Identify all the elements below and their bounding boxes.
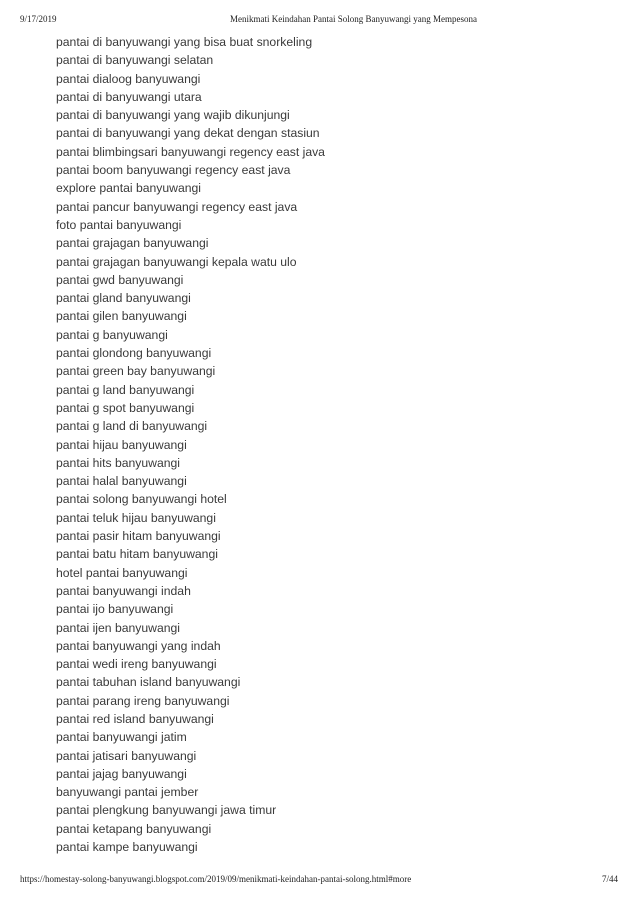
list-item: pantai batu hitam banyuwangi bbox=[56, 547, 218, 562]
list-item: pantai di banyuwangi selatan bbox=[56, 53, 214, 68]
page-title: Menikmati Keindahan Pantai Solong Banyuwangi yang Mempesona bbox=[230, 14, 477, 24]
list-item: pantai tabuhan island banyuwangi bbox=[56, 675, 241, 690]
page-number: 7/44 bbox=[601, 874, 618, 884]
list-item: pantai grajagan banyuwangi bbox=[56, 236, 209, 251]
list-item: pantai di banyuwangi yang bisa buat snorkeling bbox=[56, 35, 313, 49]
list-item: pantai hits banyuwangi bbox=[56, 455, 180, 470]
list-item: pantai di banyuwangi yang dekat dengan stasiun bbox=[56, 126, 320, 141]
list-item: pantai g spot banyuwangi bbox=[56, 400, 195, 415]
list-item: pantai dialoog banyuwangi bbox=[56, 71, 201, 86]
list-item: pantai g land banyuwangi bbox=[56, 382, 195, 397]
list-item: pantai blimbingsari banyuwangi regency east java bbox=[56, 144, 325, 159]
list-item: pantai teluk hijau banyuwangi bbox=[56, 510, 216, 525]
keyword-list bbox=[56, 33, 618, 856]
list-item: pantai glondong banyuwangi bbox=[56, 346, 212, 361]
list-item: pantai halal banyuwangi bbox=[56, 474, 187, 489]
list-item: pantai banyuwangi jatim bbox=[56, 730, 187, 745]
list-item: pantai red island banyuwangi bbox=[56, 711, 214, 726]
list-item: banyuwangi pantai jember bbox=[56, 785, 199, 800]
list-item: pantai banyuwangi yang indah bbox=[56, 638, 221, 653]
list-item: pantai g land di banyuwangi bbox=[56, 419, 208, 434]
list-item: pantai di banyuwangi utara bbox=[56, 89, 202, 104]
list-item: pantai ijen banyuwangi bbox=[56, 620, 180, 635]
list-item: pantai kampe banyuwangi bbox=[56, 840, 198, 855]
list-item: foto pantai banyuwangi bbox=[56, 217, 182, 232]
list-item: pantai parang ireng banyuwangi bbox=[56, 693, 230, 708]
list-item: pantai solong banyuwangi hotel bbox=[56, 492, 227, 507]
print-header bbox=[20, 14, 618, 26]
list-item: pantai di banyuwangi yang wajib dikunjungi bbox=[56, 108, 290, 123]
print-footer bbox=[20, 874, 618, 886]
list-item: explore pantai banyuwangi bbox=[56, 181, 202, 196]
list-item: pantai banyuwangi indah bbox=[56, 583, 191, 598]
list-item: hotel pantai banyuwangi bbox=[56, 565, 188, 580]
list-item: pantai g banyuwangi bbox=[56, 327, 168, 342]
page-url: https://homestay-solong-banyuwangi.blogspot.com/2019/09/menikmati-keindahan-pantai-solong.html#more bbox=[20, 874, 412, 884]
list-item: pantai pasir hitam banyuwangi bbox=[56, 529, 221, 544]
list-item: pantai ijo banyuwangi bbox=[56, 602, 174, 617]
list-item: pantai gland banyuwangi bbox=[56, 291, 191, 306]
list-item: pantai boom banyuwangi regency east java bbox=[56, 163, 291, 178]
list-item: pantai grajagan banyuwangi kepala watu ulo bbox=[56, 254, 297, 269]
list-item: pantai jatisari banyuwangi bbox=[56, 748, 197, 763]
list-item: pantai ketapang banyuwangi bbox=[56, 821, 212, 836]
list-item: pantai green bay banyuwangi bbox=[56, 364, 216, 379]
list-item: pantai hijau banyuwangi bbox=[56, 437, 187, 452]
print-date: 9/17/2019 bbox=[20, 14, 57, 24]
list-item: pantai pancur banyuwangi regency east java bbox=[56, 199, 298, 214]
list-item: pantai plengkung banyuwangi jawa timur bbox=[56, 803, 277, 818]
list-item: pantai jajag banyuwangi bbox=[56, 766, 187, 781]
list-item: pantai gilen banyuwangi bbox=[56, 309, 187, 324]
list-item: pantai wedi ireng banyuwangi bbox=[56, 657, 217, 672]
list-item: pantai gwd banyuwangi bbox=[56, 272, 184, 287]
